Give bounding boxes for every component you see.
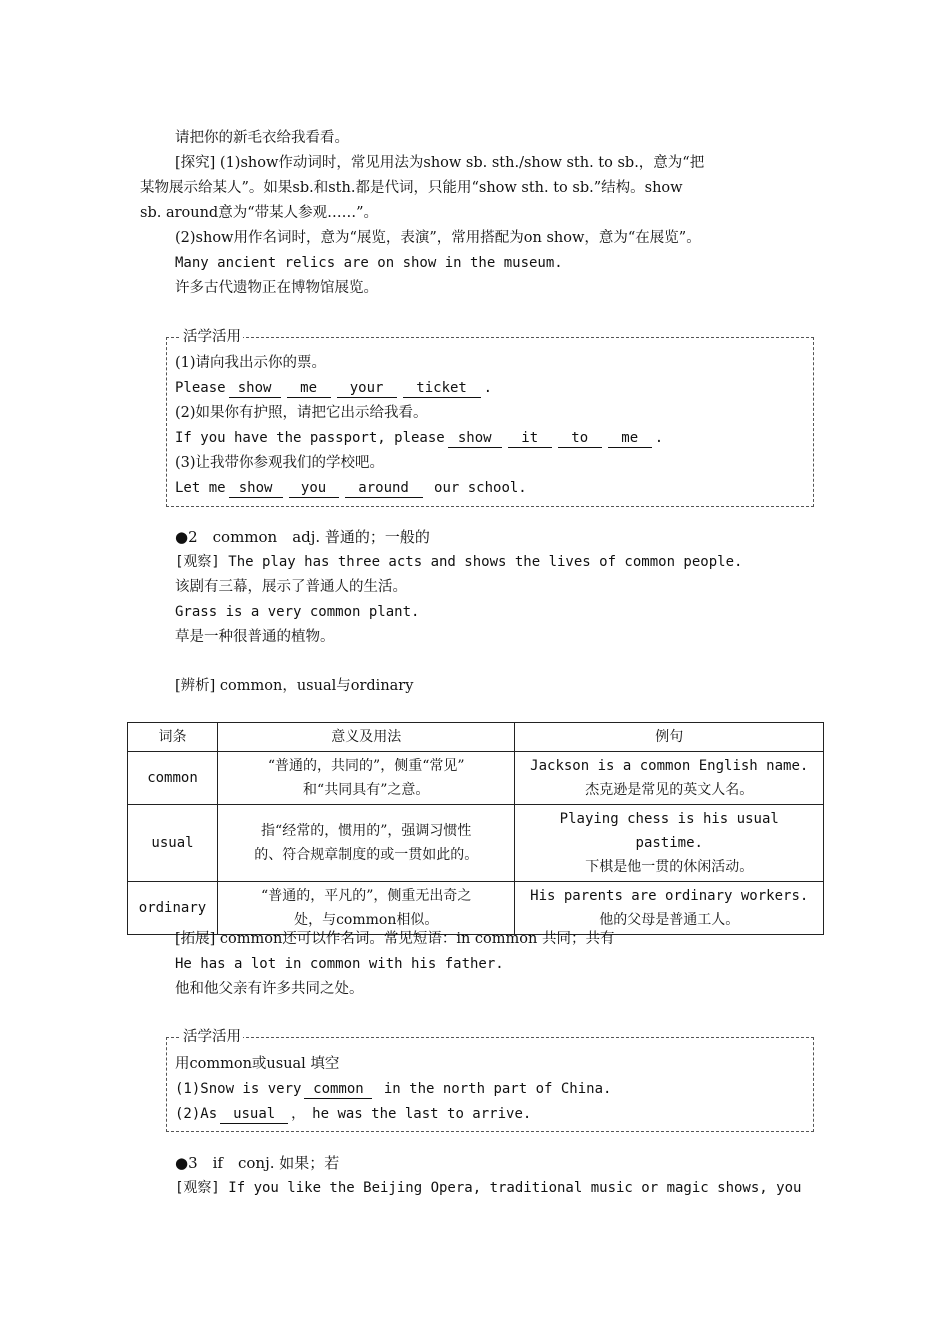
meaning-line: “普通的，共同的”，侧重“常见” <box>267 758 465 774</box>
answer-blank: me <box>287 379 331 398</box>
example-line: Jackson is a common English name. <box>530 758 809 774</box>
practice-answer-line <box>175 1104 531 1124</box>
sentence-fragment: Please <box>175 380 226 396</box>
table-cell-word: ordinary <box>128 882 218 935</box>
table-cell-example <box>515 752 824 805</box>
example-line: Playing chess is his usual <box>559 811 779 827</box>
sentence-fragment: Let me <box>175 480 226 496</box>
sentence-fragment: . <box>483 380 493 396</box>
table-row <box>128 882 824 935</box>
practice-question: (2)如果你有护照，请把它出示给我看。 <box>175 405 428 421</box>
practice-instruction: 用common或usual 填空 <box>175 1056 340 1072</box>
table-header-row <box>128 723 824 752</box>
example-line: 下棋是他一贯的休闲活动。 <box>585 859 754 875</box>
sentence-fragment: ， he was the last to arrive. <box>291 1106 532 1122</box>
table-header-cell: 意义及用法 <box>217 723 515 752</box>
table-row <box>128 805 824 882</box>
table-cell-example <box>515 805 824 882</box>
meaning-line: 和“共同具有”之意。 <box>303 782 430 798</box>
example-translation: 请把你的新毛衣给我看看。 <box>175 130 349 146</box>
practice-box-title: 活学活用 <box>183 1029 241 1045</box>
observe-sentence: [观察] If you like the Beijing Opera, traditional music or magic shows, you <box>175 1180 802 1196</box>
example-line: 他的父母是普通工人。 <box>599 912 740 928</box>
analysis-heading: [辨析] common，usual与ordinary <box>175 678 414 694</box>
table-row <box>128 752 824 805</box>
answer-blank: around <box>345 479 423 498</box>
observe-sentence: [观察] The play has three acts and shows the lives of common people. <box>175 554 743 570</box>
sentence-fragment: in the north part of China. <box>383 1081 612 1097</box>
comparison-table <box>127 722 824 935</box>
example-sentence: Many ancient relics are on show in the museum. <box>175 255 563 271</box>
answer-blank: ticket <box>403 379 481 398</box>
sentence-fragment: our school. <box>434 480 527 496</box>
table-cell-meaning <box>217 752 515 805</box>
example-line: 杰克逊是常见的英文人名。 <box>585 782 754 798</box>
practice-question: (1)请向我出示你的票。 <box>175 355 327 371</box>
explore-paragraph-line: [探究] (1)show作动词时，常见用法为show sb. sth./show sth. to sb.，意为“把 <box>175 155 705 171</box>
practice-answer-line <box>175 1079 611 1099</box>
explore-paragraph-line: sb. around意为“带某人参观……”。 <box>140 205 379 221</box>
example-sentence: He has a lot in common with his father. <box>175 956 504 972</box>
meaning-line: “普通的，平凡的”，侧重无出奇之 <box>261 888 472 904</box>
vocab-heading: ●3 if conj. 如果；若 <box>175 1154 340 1172</box>
example-sentence: Grass is a very common plant. <box>175 604 420 620</box>
example-translation: 许多古代遗物正在博物馆展览。 <box>175 280 378 296</box>
table-cell-word: common <box>128 752 218 805</box>
example-line: pastime. <box>635 835 703 851</box>
answer-blank: show <box>448 429 502 448</box>
table-cell-meaning <box>217 805 515 882</box>
answer-blank: usual <box>220 1105 288 1124</box>
meaning-line: 指“经常的，惯用的”，强调习惯性 <box>261 823 472 839</box>
answer-blank: to <box>558 429 602 448</box>
practice-question: (3)让我带你参观我们的学校吧。 <box>175 455 385 471</box>
table-header-cell: 例句 <box>515 723 824 752</box>
table-cell-meaning <box>217 882 515 935</box>
practice-box-title: 活学活用 <box>183 329 241 345</box>
answer-blank: your <box>337 379 397 398</box>
extend-paragraph: [拓展] common还可以作名词。常见短语：in common 共同；共有 <box>175 931 615 947</box>
sentence-fragment: (2)As <box>175 1106 218 1122</box>
table-cell-word: usual <box>128 805 218 882</box>
sentence-fragment: (1)Snow is very <box>175 1081 302 1097</box>
practice-answer-line <box>175 378 492 398</box>
answer-blank: show <box>229 479 283 498</box>
example-translation: 该剧有三幕，展示了普通人的生活。 <box>175 579 407 595</box>
example-translation: 他和他父亲有许多共同之处。 <box>175 981 364 997</box>
sentence-fragment: . <box>654 430 664 446</box>
vocab-heading: ●2 common adj. 普通的；一般的 <box>175 528 430 546</box>
meaning-line: 处，与common相似。 <box>294 912 439 928</box>
table-cell-example <box>515 882 824 935</box>
meaning-line: 的、符合规章制度的或一贯如此的。 <box>254 847 479 863</box>
practice-answer-line <box>175 428 663 448</box>
answer-blank: common <box>304 1080 372 1099</box>
answer-blank: show <box>229 379 281 398</box>
answer-blank: it <box>508 429 552 448</box>
practice-answer-line <box>175 478 527 498</box>
table-header-cell: 词条 <box>128 723 218 752</box>
answer-blank: me <box>608 429 652 448</box>
explore-paragraph-line: 某物展示给某人”。如果sb.和sth.都是代词，只能用“show sth. to sb.”结构。show <box>140 180 683 196</box>
example-line: His parents are ordinary workers. <box>530 888 809 904</box>
sentence-fragment: If you have the passport, please <box>175 430 445 446</box>
example-translation: 草是一种很普通的植物。 <box>175 629 335 645</box>
explore-paragraph-line: (2)show用作名词时，意为“展览，表演”，常用搭配为on show，意为“在展览”。 <box>175 230 701 246</box>
answer-blank: you <box>289 479 339 498</box>
